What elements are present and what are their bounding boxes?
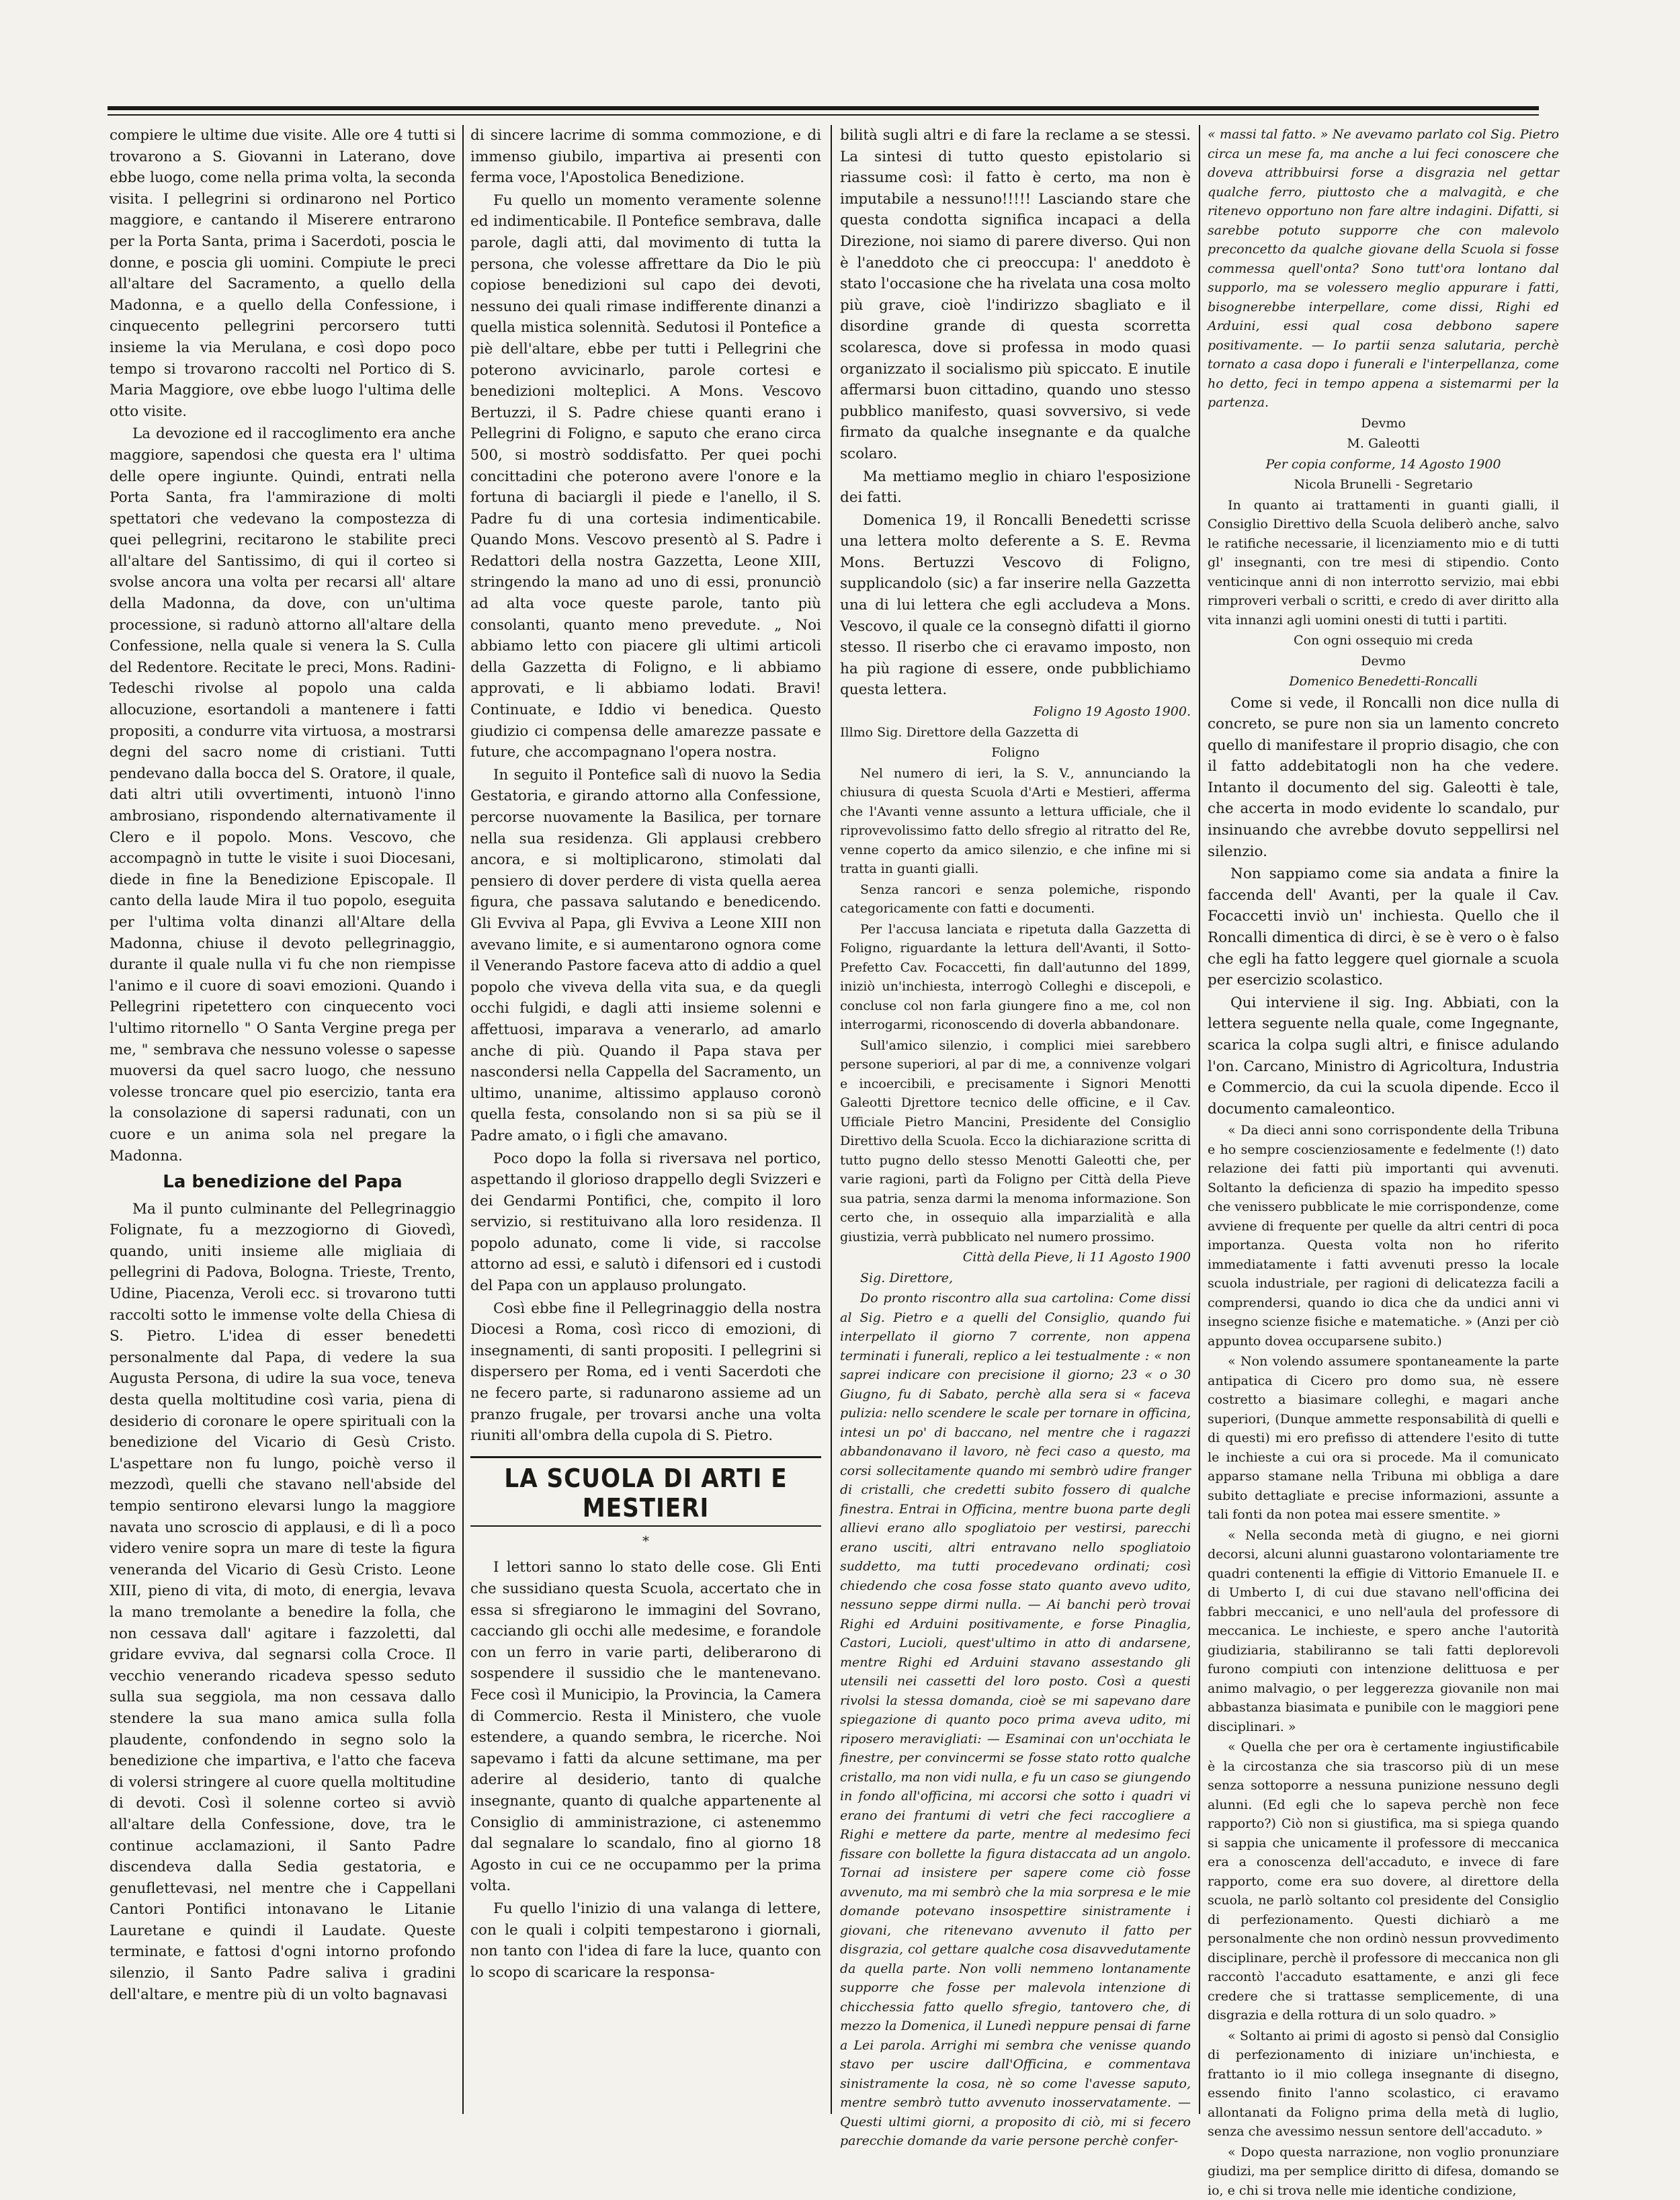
paragraph: Fu quello un momento veramente solenne ed indimenticabile. Il Pontefice sembrava, dalle parole, dagli atti, dal movimento di tutta la persona, che volesse affrettare da Dio le più copiose benedizioni sul capo dei devoti, nessuno dei quali rimase indifferente dinanzi a quella mistica solennità. Sedutosi il Pontefice a piè dell'altare, ebbe per tutti i Pellegrini che poterono avvicinarlo, parole cortesi e benedizioni molteplici. A Mons. Vescovo Bertuzzi, il S. Padre chiese quanti erano i Pellegrini di Foligno, e saputo che erano circa 500, si mostrò soddisfatto. Per quei pochi concittadini che poterono avere l'onore e la fortuna di baciargli il piede e l'anello, il S. Padre fu di una cortesia indimenticabile. Quando Mons. Vescovo presentò al S. Padre i Redattori della nostra Gazzetta, Leone XIII, stringendo la mano ad uno di essi, pronunciò ad alta voce queste parole, tanto più consolanti, quanto meno prevedute. „ Noi abbiamo letto con piacere gli ultimi articoli della Gazzetta di Foligno, e li abbiamo approvati, e li abbiamo lodati. Bravi! Continuate, e Iddio vi benedica. Questo giudizio ci compensa delle amarezze passate e future, che accompagnano l'opera nostra. bbox=[470, 192, 821, 761]
paragraph: Poco dopo la folla si riversava nel portico, aspettando il glorioso drappello degli Svizzeri e dei Gendarmi Pontifici, che, compito il loro servizio, si restituivano alla loro residenza. Il popolo adunato, come li vide, si raccolse attorno ad essi, e salutò i difensori ed i custodi del Papa con un applauso prolungato. bbox=[470, 1150, 821, 1295]
column-4 bbox=[1208, 125, 1559, 2198]
signature-secretary: Nicola Brunelli - Segretario bbox=[1294, 477, 1473, 492]
letter-paragraph: Do pronto riscontro alla sua cartolina: Come dissi al Sig. Pietro e a quelli del Consiglio, quando fui interpellato il giorno 7 corrente, non appena terminati i funerali, replico a lei testualmente : « non saprei indicare con precisione il giorno; 23 « o 30 Giugno, fu di Sabato, perchè alla sera si « faceva pulizia: nello scendere le scale per tornare in officina, intesi un po' di baccano, nel mentre che i ragazzi abbandonavano il lavoro, nè feci caso a questo, ma corsi sollecitamente quando mi sembrò udire franger di cristalli, che credetti subito fossero di qualche finestra. Entrai in Officina, mentre buona parte degli allievi erano allo spogliatoio per vestirsi, parecchi erano usciti, altri entravano nello spogliatoio suddetto, ma tutti procedevano ordinati; così chiedendo che cosa fosse stato quanto avevo udito, nessuno seppe dirmi nulla. — Ai banchi però trovai Righi ed Arduini positivamente, e forse Pinaglia, Castori, Lucioli, quest'ultimo in atto di andarsene, mentre Righi ed Arduini stavano assestando gli utensili nei cassetti del loro posto. Così a questi rivolsi la stessa domanda, cioè se mi sapevano dare spiegazione di quanto poco prima aveva udito, mi riposero meravigliati: — Esaminai con un'occhiata le finestre, per convincermi se fosse stato rotto qualche cristallo, ma non vidi nulla, e fu un caso se giungendo in fondo all'officina, mi accorsi che sotto i quadri vi erano dei frantumi di vetri che feci raccogliere a Righi e mettere da parte, mentre al medesimo feci fissare con bollette la figura distaccata ad un angolo. Tornai ad insistere per sapere come ciò fosse avvenuto, ma mi sembrò che la mia sorpresa e le mie domande potevano insospettire sinistramente i giovani, che ritenevano avvenuto il fatto per disgrazia, col gettare qualche cosa disavvedutamente da quella parte. Non volli nemmeno lontanamente supporre che fosse per malevola intenzione di chicchessia fatto quello sfregio, tantovero che, di mezzo la Domenica, il Lunedì neppure pensai di farne a Lei parola. Arrighi mi sembra che venisse quando stavo per uscire dall'Officina, e commentava sinistramente la cosa, nè so come l'avesse saputo, mentre sembrò tutto avvenuto inosservatamente. — Questi ultimi giorni, a proposito di ciò, mi si fecero parecchie domande da varie persone perchè confer- bbox=[840, 1291, 1191, 2149]
letter-paragraph: In quanto ai trattamenti in guanti gialli, il Consiglio Direttivo della Scuola deliberò anche, salvo le ratifiche necessarie, il licenziamento mio e di tutti gl' insegnanti, con tre mesi di stipendio. Conto venticinque anni di non interrotto servizio, mai ebbi rimproveri verbali o scritti, e credo di aver diritto alla vita innanzi agli uomini onesti di tutti i partiti. bbox=[1208, 497, 1559, 628]
letter-paragraph: Per l'accusa lanciata e ripetuta dalla Gazzetta di Foligno, riguardante la lettura dell'Avanti, il Sotto-Prefetto Cav. Focaccetti, fin dall'autunno del 1899, iniziò un'inchiesta, interrogò Colleghi e discepoli, e concluse col non farla giungere fino a me, col non interrogarmi, riconoscendo di doverla abbandonare. bbox=[840, 921, 1191, 1033]
letter-address: Illmo Sig. Direttore della Gazzetta di bbox=[840, 724, 1079, 740]
paragraph: Domenica 19, il Roncalli Benedetti scrisse una lettera molto deferente a S. E. Revma Mons. Bertuzzi Vescovo di Foligno, supplicandolo (sic) a far inserire nella Gazzetta una di lui lettera che egli accludeva a Mons. Vescovo, il quale ce la consegnò difatti il giorno stesso. Il riserbo che ci eravamo imposto, non ha più ragione di essere, onde pubblichiamo questa lettera. bbox=[840, 511, 1191, 699]
letter-paragraph: Senza rancori e senza polemiche, rispondo categoricamente con fatti e documenti. bbox=[840, 882, 1191, 917]
article-heading-scuola: LA SCUOLA DI ARTI E MESTIERI bbox=[470, 1456, 821, 1527]
column-separator bbox=[831, 125, 832, 2114]
letter-paragraph: « massi tal fatto. » Ne avevamo parlato col Sig. Pietro circa un mese fa, ma anche a lui feci conoscere che doveva attribbuirsi forse a disgrazia nel gettar qualche ferro, piuttosto che a malvagità, e che ritenevo opportuno non fare altre indagini. Difatti, si sarebbe potuto supporre che con malevolo preconcetto da qualche giovane della Scuola si fosse commessa quell'onta? Sono tutt'ora lontano dal supporlo, ma se volessero meglio appurare i fatti, bisognerebbe interpellare, come dissi, Righi ed Arduini, essi qual cosa debbono sapere positivamente. — Io partii senza salutaria, perchè tornato a casa dopo i funerali e l'interpellanza, come ho detto, feci in tempo appena a sistemarmi per la partenza. bbox=[1208, 127, 1559, 410]
letter-salutation: Sig. Direttore, bbox=[860, 1270, 954, 1285]
paragraph: di sincere lacrime di somma commozione, e di immenso giubilo, impartiva ai presenti con ferma voce, l'Apostolica Benedizione. bbox=[470, 127, 821, 187]
quoted-paragraph: « Soltanto ai primi di agosto si pensò dal Consiglio di perfezionamento di iniziare un'inchiesta, e frattanto io il mio collega insegnante di disegno, essendo finito l'anno scolastico, ci eravamo allontanati da Foligno prima della metà di luglio, senza che avessimo nessun sentore dell'accaduto. » bbox=[1208, 2028, 1559, 2140]
paragraph: Fu quello l'inizio di una valanga di lettere, con le quali i colpiti tempestarono i giornali, non tanto con l'idea di fare la luce, quanto con lo scopo di scaricare la responsa- bbox=[470, 1900, 821, 1981]
paragraph: Qui interviene il sig. Ing. Abbiati, con la lettera seguente nella quale, come Ingegnante, scarica la colpa sugli altri, e finisce adulando l'on. Carcano, Ministro di Agricoltura, Industria e Commercio, da cui la scuola dipende. Ecco il documento camaleontico. bbox=[1208, 994, 1559, 1117]
column-2 bbox=[470, 125, 821, 2114]
section-heading-benedizione: La benedizione del Papa bbox=[163, 1172, 403, 1193]
column-1 bbox=[110, 125, 456, 2114]
letter-paragraph: Sull'amico silenzio, i complici miei sarebbero persone superiori, al par di me, a connivenze volgari e incoercibili, e precisamente i Signori Menotti Galeotti Djrettore tecnico delle officine, e il Cav. Ufficiale Pietro Mancini, Presidente del Consiglio Direttivo della Scuola. Ecco la dichiarazione scritta di tutto pugno dello stesso Menotti Galeotti che, per varie ragioni, partì da Foligno per Città della Pieve sua patria, senza darmi la menoma informazione. Son certo che, in ossequio alla imparzialità e alla giustizia, verrà pubblicato nel numero prossimo. bbox=[840, 1038, 1191, 1244]
column-separator bbox=[462, 125, 464, 2114]
paragraph: I lettori sanno lo stato delle cose. Gli Enti che sussidiano questa Scuola, accertato che in essa si sfregiarono le immagini del Sovrano, cacciando gli occhi alle medesime, e forandole con un ferro in varie parti, deliberarono di sospendere il sussidio che le mantenevano. Fece così il Municipio, la Provincia, la Camera di Commercio. Resta il Ministero, che vuole estendere, a quando sembra, le ricerche. Noi sapevamo i fatti da alcune settimane, ma per aderire al desiderio, tanto di qualche insegnante, quanto di qualche appartenente al Consiglio di amministrazione, ci astenemmo dal segnalare lo scandalo, fino al giorno 18 Agosto in cui ce ne occupammo per la prima volta. bbox=[470, 1559, 821, 1895]
signature-name: Domenico Benedetti-Roncalli bbox=[1289, 674, 1478, 689]
letter-date: Foligno 19 Agosto 1900. bbox=[1033, 704, 1191, 720]
column-3 bbox=[840, 125, 1191, 2149]
letter-closing: Con ogni ossequio mi creda bbox=[1294, 633, 1473, 648]
paragraph: Come si vede, il Roncalli non dice nulla di concreto, se pure non sia un lamento concreto quello di manifestare il proprio disagio, che con il fatto addebitatogli non ha che vedere. Intanto il documento del sig. Galeotti è tale, che accerta in modo evidente lo scandalo, pur insinuando che avrebbe dovuto seppellirsi nel silenzio. bbox=[1208, 694, 1559, 860]
page-top-rule bbox=[108, 106, 1539, 110]
quoted-paragraph: « Nella seconda metà di giugno, e nei giorni decorsi, alcuni alunni guastarono volontariamente tre quadri contenenti la effigie di Vittorio Emanuele II. e di Umberto I, di cui due stavano nell'officina dei fabbri meccanici, e uno nell'aula del professore di meccanica. Le inchieste, e spero anche l'autorità giudiziaria, stabiliranno se tali fatti deplorevoli furono compiuti con intenzione delittuosa e per animo malvagio, o per leggerezza giovanile non mai abbastanza biasimata e punibile con le maggiori pene disciplinari. » bbox=[1208, 1527, 1559, 1734]
paragraph: bilità sugli altri e di fare la reclame a se stessi. La sintesi di tutto questo epistolario si riassume così: il fatto è certo, ma non è imputabile a nessuno!!!!! Lasciando stare che questa condotta significa incapaci a della Direzione, noi siamo di parere diverso. Qui non è l'aneddoto che ci preoccupa: l' aneddoto è stato l'occasione che ha rivelata una cosa molto più grave, cioè l'indirizzo sbagliato e il disordine grande di questa scorretta scolaresca, dove si professa in modo quasi organizzato il socialismo più spiccato. E inutile affermarsi buon cittadino, quando uno stesso pubblico manifesto, quasi sovversivo, si vede firmato da qualche insegnante e da qualche scolaro. bbox=[840, 127, 1191, 462]
paragraph: Non sappiamo come sia andata a finire la faccenda dell' Avanti, per la quale il Cav. Focaccetti inviò un' inchiesta. Quello che il Roncalli dimentica di dirci, è se è vero o è falso che egli ha fatto leggere quel giornale a scuola per esercizio scolastico. bbox=[1208, 865, 1559, 989]
paragraph: In seguito il Pontefice salì di nuovo la Sedia Gestatoria, e girando attorno alla Confessione, percorse nuovamente la Basilica, per tornare nella sua residenza. Gli applausi crebbero ancora, e si moltiplicarono, stimolati dal pensiero di dover perdere di vista quella aerea figura, che passava salutando e benedicendo. Gli Evviva al Papa, gli Evviva a Leone XIII non avevano limite, e si aumentarono ognora come il Venerando Pastore faceva atto di addio a quel popolo che viveva della vita sua, e da quegli occhi fulgidi, e dagli atti insieme solenni e affettuosi, imparava a venerarlo, ad amarlo anche di più. Quando il Papa stava per nascondersi nella Cappella del Sacramento, un ultimo, unanime, altissimo applauso coronò quella festa, consolando non si sa più se il Padre amato, o i figli che amavano. bbox=[470, 766, 821, 1144]
quoted-paragraph: « Quella che per ora è certamente ingiustificabile è la circostanza che sia trascorso più di un mese senza sottoporre a nessuna punizione nessuno degli alunni. (Ed egli che lo sapeva perchè non fece rapporto?) Ciò non si giustifica, ma si spiega quando si sappia che unicamente il professore di meccanica era a conoscenza dell'accaduto, e invece di fare rapporto, come era suo dovere, al direttore della scuola, ne parlò soltanto col presidente del Consiglio di perfezionamento. Questi dichiarò a me personalmente che non ordinò nessun provvedimento disciplinare, perchè il professore di meccanica non gli raccontò l'accaduto esattamente, e anzi gli fece credere che si trattasse semplicemente, di una disgrazia e della rottura di un solo quadro. » bbox=[1208, 1740, 1559, 2023]
letter-address-city: Foligno bbox=[991, 745, 1040, 761]
paragraph: Ma mettiamo meglio in chiaro l'esposizione dei fatti. bbox=[840, 468, 1191, 507]
copy-conform: Per copia conforme, 14 Agosto 1900 bbox=[1265, 456, 1501, 472]
paragraph: Così ebbe fine il Pellegrinaggio della nostra Diocesi a Roma, così ricco di emozioni, di insegnamenti, di santi propositi. I pellegrini si dispersero per Roma, ed i venti Sacerdoti che ne fecero parte, si radunarono assieme ad un pranzo frugale, per trovarsi anche una volta riuniti all'ombra della cupola di S. Pietro. bbox=[470, 1300, 821, 1445]
signature-devmo: Devmo bbox=[1361, 653, 1406, 669]
signature-devmo: Devmo bbox=[1361, 415, 1406, 431]
paragraph: La devozione ed il raccoglimento era anche maggiore, sapendosi che questa era l' ultima delle opere ingiunte. Quindi, entrati nella Porta Santa, fra l'ammirazione di molti spettatori che vedevano la compostezza di quei pellegrini, recitarono le stabilite preci all'altare del Santissimo, di qui il corteo si svolse ancora una volta per recarsi all' altare della Madonna, da dove, con un'ultima processione, si radunò attorno all'altare della Confessione, nella quale si venera la S. Culla del Redentore. Recitate le preci, Mons. Radini-Tedeschi rivolse al popolo una calda allocuzione, esortandoli a mantenere i fatti propositi, a condurre vita virtuosa, a mostrarsi degni del sacro nome di cristiani. Tutti pendevano dalla bocca del S. Oratore, il quale, dati altri utili ovvertimenti, intuonò l'inno ambrosiano, rispondendo alternativamente il Clero e il popolo. Mons. Vescovo, che accompagnò in tutte le visite i suoi Diocesani, diede in fine la Benedizione Episcopale. Il canto della laude Mira il tuo popolo, eseguita per l'ultima volta dinanzi all'Altare della Madonna, chiuse il devoto pellegrinaggio, durante il quale nulla vi fu che non riempisse l'animo e il cuore di soavi emozioni. Quando i Pellegrini ripetettero con cinquecento voci l'ultimo ritornello " O Santa Vergine prega per me, " sembrava che nessuno volesse o sapesse muoversi da quel sacro luogo, che nessuno volesse troncare quel pio esercizio, tanta era la consolazione di sapersi radunati, con un cuore e un anima sola nel pregare la Madonna. bbox=[110, 425, 456, 1165]
quoted-paragraph: « Dopo questa narrazione, non voglio pronunziare giudizi, ma per semplice diritto di difesa, domando se io, e chi si trova nelle mie identiche condizione, bbox=[1208, 2144, 1559, 2198]
signature-name: M. Galeotti bbox=[1347, 436, 1420, 451]
letter-date: Città della Pieve, li 11 Agosto 1900 bbox=[962, 1250, 1191, 1265]
paragraph: Ma il punto culminante del Pellegrinaggio Folignate, fu a mezzogiorno di Giovedì, quando, uniti insieme alle migliaia di pellegrini di Padova, Bologna. Trieste, Trento, Udine, Piacenza, Veroli ecc. si trovarono tutti raccolti sotto le immense volte della Chiesa di S. Pietro. L'idea di esser benedetti personalmente dal Papa, di vedere la sua Augusta Persona, di udire la sua voce, teneva desta quella moltitudine così varia, piena di desiderio di coronare le opere spirituali con la benedizione del Vicario di Gesù Cristo. L'aspettare non fu lungo, poichè verso il mezzodì, quelli che stavano nell'abside del tempio sentirono elevarsi lungo la maggiore navata uno scroscio di applausi, e di lì a poco videro venire sopra un mare di teste la figura veneranda del Vicario di Gesù Cristo. Leone XIII, pieno di vita, di moto, di energia, levava la mano tremolante a benedire la folla, che non cessava dall' agitare i fazzoletti, dal gridare evviva, dal segnarsi colla Croce. Il vecchio venerando ricadeva spesso seduto sulla sua seggiola, ma non cessava dallo stendere la sua mano amica sulla folla plaudente, confondendo in segno solo la benedizione che impartiva, e l'atto che faceva di volersi stringere al cuore quella moltitudine di devoti. Così il solenne corteo si avviò all'altare della Confessione, dove, tra le continue acclamazioni, il Santo Padre discendeva dalla Sedia gestatoria, e genuflettevasi, nel mentre che i Cappellani Cantori Pontifici intonavano le Litanie Lauretane e quindi il Laudate. Queste terminate, e fattosi d'ogni intorno profondo silenzio, il Santo Padre saliva i gradini dell'altare, e mentre più di un volto bagnavasi bbox=[110, 1200, 456, 2003]
quoted-paragraph: « Da dieci anni sono corrispondente della Tribuna e ho sempre coscienziosamente e fedelmente (!) dato relazione dei fatti più importanti qui avvenuti. Soltanto la deficienza di spazio ha impedito spesso che venissero pubblicate le mie corrispondenze, come avviene di frequente per quelle da altri centri di poca importanza. Questa volta non ho riferito immediatamente i fatti avvenuti presso la locale scuola industriale, per ragioni di delicatezza facili a comprendersi, quando io dica che da undici anni vi insegno scienze fisiche e matematiche. » (Anzi per ciò appunto dovea occuparsene subito.) bbox=[1208, 1123, 1559, 1349]
heading-ornament: * bbox=[642, 1532, 649, 1549]
page-top-rule-thin bbox=[108, 114, 1539, 116]
letter-paragraph: Nel numero di ieri, la S. V., annunciando la chiusura di questa Scuola d'Arti e Mestieri, afferma che l'Avanti venne assunto a lettura ufficiale, che il riprovevolissimo fatto dello sfregio al ritratto del Re, venne coperto da amico silenzio, e che infine mi si tratta in guanti gialli. bbox=[840, 765, 1191, 877]
column-separator bbox=[1199, 125, 1200, 2114]
quoted-paragraph: « Non volendo assumere spontaneamente la parte antipatica di Cicero pro domo sua, nè essere costretto a biasimare colleghi, e magari anche superiori, (Dunque ammette responsabilità di quelli e di questi) mi ero prefisso di attendere l'esito di tutte le inchieste a cui ora si procede. Ma il comunicato apparso stamane nella Tribuna mi obbliga a dare subito dettagliate e precise informazioni, assunte a tali fonti da non potea mai essere smentite. » bbox=[1208, 1354, 1559, 1523]
paragraph: compiere le ultime due visite. Alle ore 4 tutti si trovarono a S. Giovanni in Laterano, dove ebbe luogo, come nella prima volta, la seconda visita. I pellegrini si ordinarono nel Portico maggiore, e cantando il Miserere entrarono per la Porta Santa, prima i Sacerdoti, poscia le donne, e poscia gli uomini. Compiute le preci all'altare del Sacramento, a quello della Madonna, e a quello della Confessione, i cinquecento pellegrini percorsero tutti insieme la via Merulana, e così dopo poco tempo si trovarono raccolti nel Portico di S. Maria Maggiore, ove ebbe luogo l'ultima delle otto visite. bbox=[110, 127, 456, 420]
